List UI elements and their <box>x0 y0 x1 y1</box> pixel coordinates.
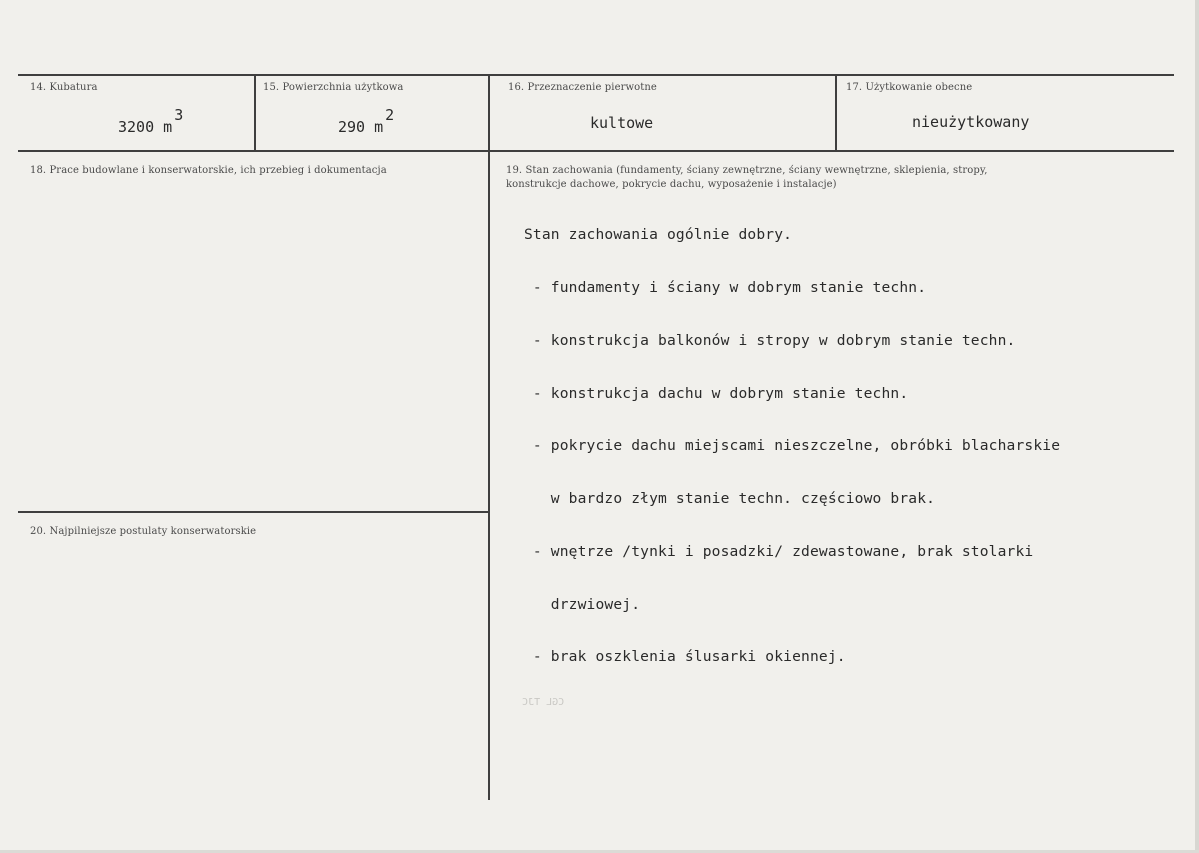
condition-line: - brak oszklenia ślusarki okiennej. <box>524 648 846 666</box>
condition-line: - pokrycie dachu miejscami nieszczelne, obróbki blacharskie <box>524 437 1061 455</box>
field-14-exponent: 3 <box>174 106 184 124</box>
condition-line: Stan zachowania ogólnie dobry. <box>524 226 793 244</box>
field-17-value: nieużytkowany <box>912 113 1030 131</box>
field-19-typed-text <box>524 191 1060 701</box>
condition-line: - konstrukcja dachu w dobrym stanie techn. <box>524 384 909 402</box>
field-19-label-line1: 19. Stan zachowania (fundamenty, ściany zewnętrzne, ściany wewnętrzne, sklepienia, stropy, <box>506 165 988 176</box>
top-rule <box>18 74 1174 76</box>
field-16-value: kultowe <box>590 114 654 132</box>
condition-line: w bardzo złym stanie techn. częściowo brak. <box>524 490 936 508</box>
field-18-label: 18. Prace budowlane i konserwatorskie, ich przebieg i dokumentacja <box>30 165 387 176</box>
field-14-value <box>118 106 184 136</box>
field-16-label: 16. Przeznaczenie pierwotne <box>508 82 657 93</box>
col-divider-1 <box>254 74 256 152</box>
section-18-20-divider <box>18 511 488 513</box>
condition-line: - konstrukcja balkonów i stropy w dobrym stanie techn. <box>524 331 1016 349</box>
condition-line: drzwiowej. <box>524 595 641 613</box>
field-14-label: 14. Kubatura <box>30 82 98 93</box>
field-14-value-text: 3200 m <box>118 118 173 136</box>
field-15-label: 15. Powierzchnia użytkowa <box>263 82 404 93</box>
field-19-label-line2: konstrukcje dachowe, pokrycie dachu, wyposażenie i instalacje) <box>506 179 837 190</box>
col-divider-2 <box>488 74 490 800</box>
field-15-value-text: 290 m <box>338 118 384 136</box>
row-divider-rule <box>18 150 1174 152</box>
col-divider-3 <box>835 74 837 152</box>
condition-line: - wnętrze /tynki i posadzki/ zdewastowane, brak stolarki <box>524 542 1034 560</box>
show-through-mark: CGL TJC <box>522 697 565 708</box>
page-edge-right <box>1195 0 1199 853</box>
field-20-label: 20. Najpilniejsze postulaty konserwatorskie <box>30 526 257 537</box>
condition-line: - fundamenty i ściany w dobrym stanie techn. <box>524 278 927 296</box>
field-15-exponent: 2 <box>385 106 395 124</box>
field-17-label: 17. Użytkowanie obecne <box>846 82 973 93</box>
field-15-value <box>338 106 395 136</box>
